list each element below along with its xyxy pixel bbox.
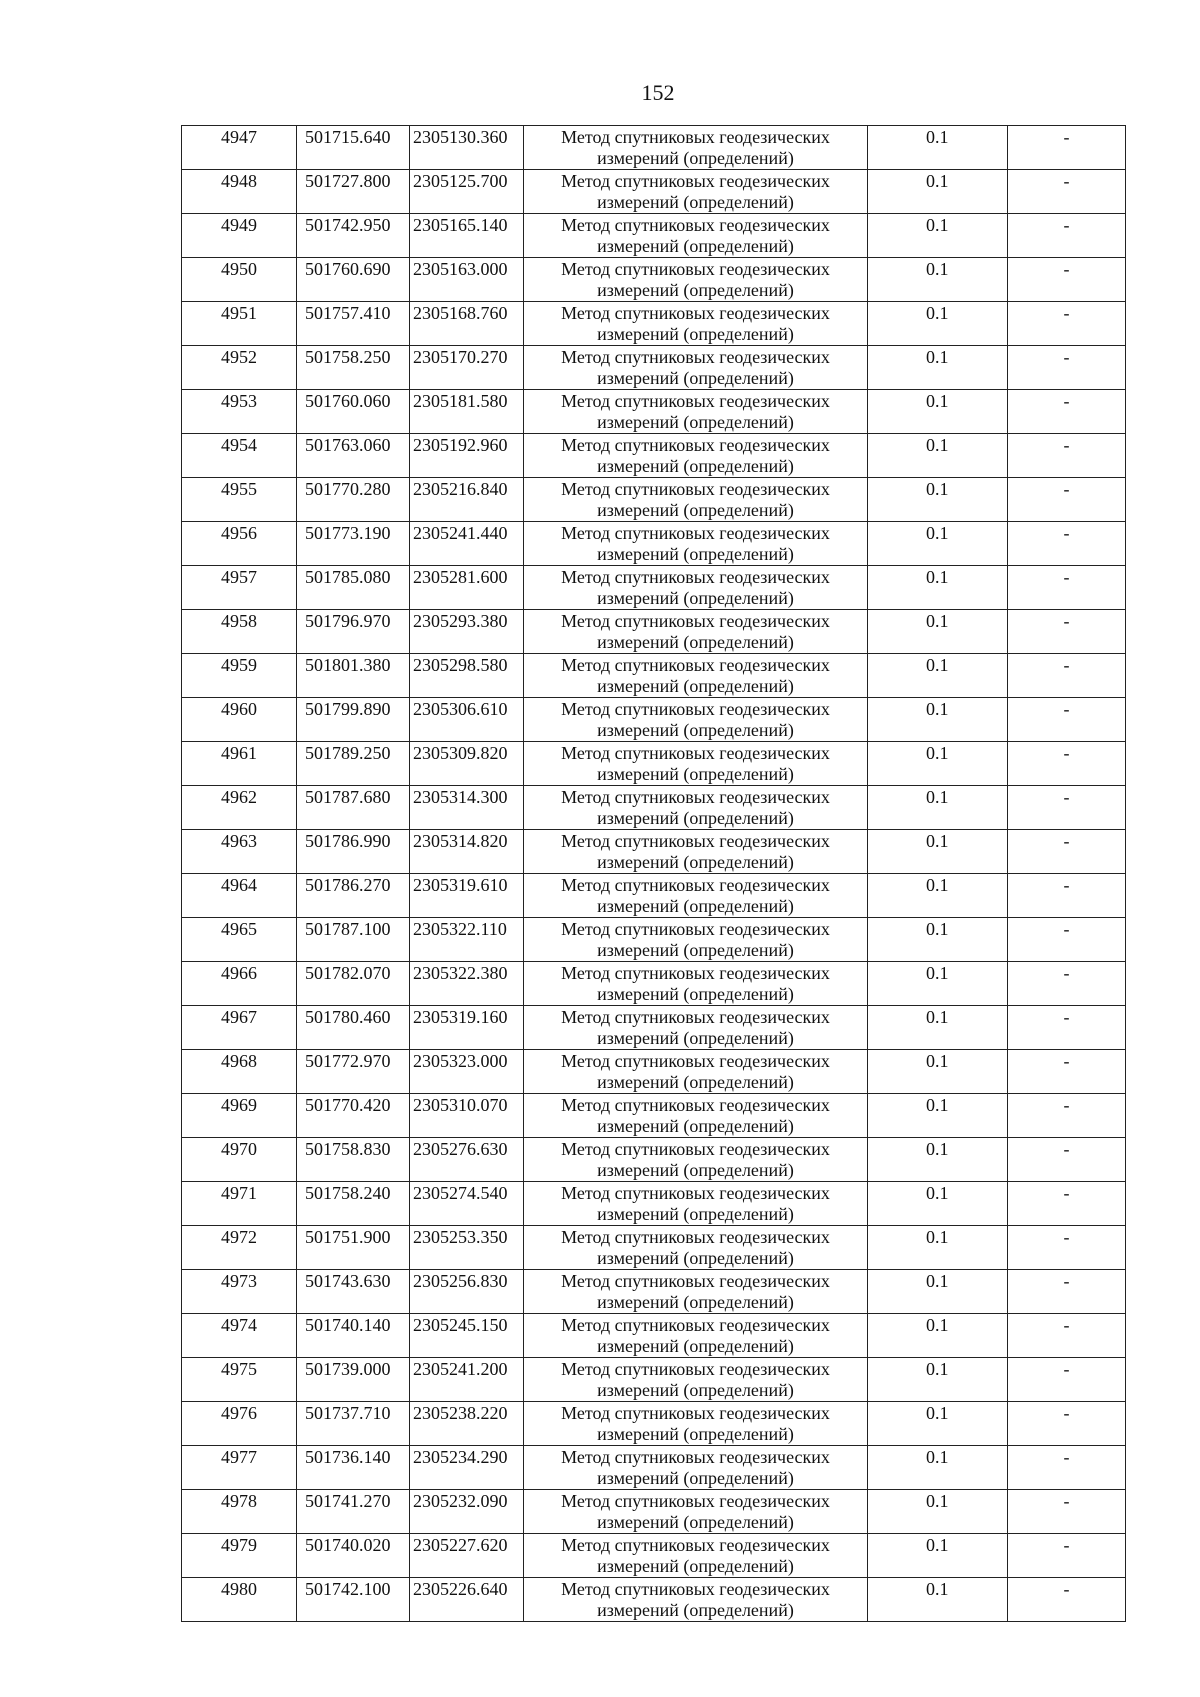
accuracy-cell: 0.1	[868, 1050, 1008, 1094]
y-coordinate-cell: 2305241.200	[410, 1358, 524, 1402]
x-coordinate-cell: 501785.080	[297, 566, 410, 610]
y-coordinate-cell: 2305226.640	[410, 1578, 524, 1622]
method-cell: Метод спутниковых геодезических измерений (определений)	[524, 170, 868, 214]
point-number-cell: 4977	[182, 1446, 297, 1490]
method-cell: Метод спутниковых геодезических измерений (определений)	[524, 1226, 868, 1270]
method-cell: Метод спутниковых геодезических измерений (определений)	[524, 918, 868, 962]
x-coordinate-cell: 501801.380	[297, 654, 410, 698]
point-number-cell: 4976	[182, 1402, 297, 1446]
method-cell: Метод спутниковых геодезических измерений (определений)	[524, 346, 868, 390]
x-coordinate-cell: 501782.070	[297, 962, 410, 1006]
method-cell: Метод спутниковых геодезических измерений (определений)	[524, 1314, 868, 1358]
method-cell: Метод спутниковых геодезических измерений (определений)	[524, 874, 868, 918]
accuracy-cell: 0.1	[868, 918, 1008, 962]
table-row	[182, 1050, 1126, 1094]
x-coordinate-cell: 501739.000	[297, 1358, 410, 1402]
method-cell: Метод спутниковых геодезических измерений (определений)	[524, 1402, 868, 1446]
x-coordinate-cell: 501787.680	[297, 786, 410, 830]
extra-cell: -	[1008, 214, 1126, 258]
x-coordinate-cell: 501742.950	[297, 214, 410, 258]
accuracy-cell: 0.1	[868, 1006, 1008, 1050]
method-cell: Метод спутниковых геодезических измерений (определений)	[524, 1182, 868, 1226]
accuracy-cell: 0.1	[868, 1490, 1008, 1534]
method-cell: Метод спутниковых геодезических измерений (определений)	[524, 654, 868, 698]
point-number-cell: 4959	[182, 654, 297, 698]
method-cell: Метод спутниковых геодезических измерений (определений)	[524, 1138, 868, 1182]
table-row	[182, 566, 1126, 610]
extra-cell: -	[1008, 478, 1126, 522]
extra-cell: -	[1008, 434, 1126, 478]
accuracy-cell: 0.1	[868, 566, 1008, 610]
method-cell: Метод спутниковых геодезических измерений (определений)	[524, 610, 868, 654]
x-coordinate-cell: 501770.280	[297, 478, 410, 522]
point-number-cell: 4947	[182, 126, 297, 170]
table-row	[182, 610, 1126, 654]
x-coordinate-cell: 501799.890	[297, 698, 410, 742]
x-coordinate-cell: 501743.630	[297, 1270, 410, 1314]
x-coordinate-cell: 501758.250	[297, 346, 410, 390]
extra-cell: -	[1008, 1358, 1126, 1402]
table-row	[182, 1138, 1126, 1182]
table-row	[182, 1182, 1126, 1226]
extra-cell: -	[1008, 874, 1126, 918]
accuracy-cell: 0.1	[868, 390, 1008, 434]
y-coordinate-cell: 2305314.300	[410, 786, 524, 830]
accuracy-cell: 0.1	[868, 786, 1008, 830]
method-cell: Метод спутниковых геодезических измерений (определений)	[524, 522, 868, 566]
x-coordinate-cell: 501763.060	[297, 434, 410, 478]
x-coordinate-cell: 501715.640	[297, 126, 410, 170]
extra-cell: -	[1008, 346, 1126, 390]
accuracy-cell: 0.1	[868, 1314, 1008, 1358]
point-number-cell: 4961	[182, 742, 297, 786]
y-coordinate-cell: 2305319.610	[410, 874, 524, 918]
table-row	[182, 1006, 1126, 1050]
y-coordinate-cell: 2305319.160	[410, 1006, 524, 1050]
extra-cell: -	[1008, 918, 1126, 962]
extra-cell: -	[1008, 1534, 1126, 1578]
method-cell: Метод спутниковых геодезических измерений (определений)	[524, 962, 868, 1006]
method-cell: Метод спутниковых геодезических измерений (определений)	[524, 1534, 868, 1578]
method-cell: Метод спутниковых геодезических измерений (определений)	[524, 214, 868, 258]
y-coordinate-cell: 2305274.540	[410, 1182, 524, 1226]
point-number-cell: 4975	[182, 1358, 297, 1402]
y-coordinate-cell: 2305163.000	[410, 258, 524, 302]
table-row	[182, 1094, 1126, 1138]
point-number-cell: 4958	[182, 610, 297, 654]
accuracy-cell: 0.1	[868, 1358, 1008, 1402]
x-coordinate-cell: 501789.250	[297, 742, 410, 786]
y-coordinate-cell: 2305192.960	[410, 434, 524, 478]
method-cell: Метод спутниковых геодезических измерений (определений)	[524, 1490, 868, 1534]
accuracy-cell: 0.1	[868, 1578, 1008, 1622]
accuracy-cell: 0.1	[868, 962, 1008, 1006]
table-body	[182, 126, 1126, 1622]
accuracy-cell: 0.1	[868, 1226, 1008, 1270]
accuracy-cell: 0.1	[868, 434, 1008, 478]
extra-cell: -	[1008, 302, 1126, 346]
coordinates-table	[181, 125, 1126, 1622]
x-coordinate-cell: 501760.690	[297, 258, 410, 302]
y-coordinate-cell: 2305253.350	[410, 1226, 524, 1270]
y-coordinate-cell: 2305216.840	[410, 478, 524, 522]
y-coordinate-cell: 2305241.440	[410, 522, 524, 566]
method-cell: Метод спутниковых геодезических измерений (определений)	[524, 302, 868, 346]
point-number-cell: 4973	[182, 1270, 297, 1314]
accuracy-cell: 0.1	[868, 830, 1008, 874]
table-row	[182, 1490, 1126, 1534]
y-coordinate-cell: 2305322.380	[410, 962, 524, 1006]
y-coordinate-cell: 2305181.580	[410, 390, 524, 434]
point-number-cell: 4965	[182, 918, 297, 962]
y-coordinate-cell: 2305256.830	[410, 1270, 524, 1314]
x-coordinate-cell: 501758.240	[297, 1182, 410, 1226]
x-coordinate-cell: 501770.420	[297, 1094, 410, 1138]
point-number-cell: 4968	[182, 1050, 297, 1094]
table-row	[182, 1226, 1126, 1270]
method-cell: Метод спутниковых геодезических измерений (определений)	[524, 1446, 868, 1490]
table-row	[182, 302, 1126, 346]
extra-cell: -	[1008, 1226, 1126, 1270]
x-coordinate-cell: 501780.460	[297, 1006, 410, 1050]
x-coordinate-cell: 501740.020	[297, 1534, 410, 1578]
method-cell: Метод спутниковых геодезических измерений (определений)	[524, 478, 868, 522]
accuracy-cell: 0.1	[868, 1446, 1008, 1490]
accuracy-cell: 0.1	[868, 874, 1008, 918]
point-number-cell: 4954	[182, 434, 297, 478]
point-number-cell: 4969	[182, 1094, 297, 1138]
table-row	[182, 1314, 1126, 1358]
x-coordinate-cell: 501786.270	[297, 874, 410, 918]
extra-cell: -	[1008, 1138, 1126, 1182]
table-row	[182, 346, 1126, 390]
table-row	[182, 390, 1126, 434]
method-cell: Метод спутниковых геодезических измерений (определений)	[524, 786, 868, 830]
extra-cell: -	[1008, 126, 1126, 170]
accuracy-cell: 0.1	[868, 1270, 1008, 1314]
table-row	[182, 434, 1126, 478]
accuracy-cell: 0.1	[868, 698, 1008, 742]
accuracy-cell: 0.1	[868, 302, 1008, 346]
x-coordinate-cell: 501742.100	[297, 1578, 410, 1622]
extra-cell: -	[1008, 258, 1126, 302]
accuracy-cell: 0.1	[868, 478, 1008, 522]
point-number-cell: 4957	[182, 566, 297, 610]
table-row	[182, 698, 1126, 742]
accuracy-cell: 0.1	[868, 522, 1008, 566]
y-coordinate-cell: 2305168.760	[410, 302, 524, 346]
x-coordinate-cell: 501796.970	[297, 610, 410, 654]
extra-cell: -	[1008, 170, 1126, 214]
y-coordinate-cell: 2305306.610	[410, 698, 524, 742]
extra-cell: -	[1008, 1314, 1126, 1358]
table-row	[182, 918, 1126, 962]
extra-cell: -	[1008, 830, 1126, 874]
point-number-cell: 4966	[182, 962, 297, 1006]
table-row	[182, 258, 1126, 302]
extra-cell: -	[1008, 698, 1126, 742]
accuracy-cell: 0.1	[868, 170, 1008, 214]
point-number-cell: 4980	[182, 1578, 297, 1622]
y-coordinate-cell: 2305298.580	[410, 654, 524, 698]
method-cell: Метод спутниковых геодезических измерений (определений)	[524, 1578, 868, 1622]
x-coordinate-cell: 501772.970	[297, 1050, 410, 1094]
y-coordinate-cell: 2305234.290	[410, 1446, 524, 1490]
x-coordinate-cell: 501786.990	[297, 830, 410, 874]
accuracy-cell: 0.1	[868, 1182, 1008, 1226]
y-coordinate-cell: 2305309.820	[410, 742, 524, 786]
point-number-cell: 4972	[182, 1226, 297, 1270]
point-number-cell: 4963	[182, 830, 297, 874]
extra-cell: -	[1008, 1182, 1126, 1226]
x-coordinate-cell: 501736.140	[297, 1446, 410, 1490]
point-number-cell: 4955	[182, 478, 297, 522]
page-number: 152	[641, 80, 675, 105]
method-cell: Метод спутниковых геодезических измерений (определений)	[524, 390, 868, 434]
extra-cell: -	[1008, 1446, 1126, 1490]
x-coordinate-cell: 501757.410	[297, 302, 410, 346]
x-coordinate-cell: 501773.190	[297, 522, 410, 566]
method-cell: Метод спутниковых геодезических измерений (определений)	[524, 1270, 868, 1314]
y-coordinate-cell: 2305232.090	[410, 1490, 524, 1534]
point-number-cell: 4962	[182, 786, 297, 830]
point-number-cell: 4979	[182, 1534, 297, 1578]
point-number-cell: 4949	[182, 214, 297, 258]
point-number-cell: 4967	[182, 1006, 297, 1050]
point-number-cell: 4948	[182, 170, 297, 214]
extra-cell: -	[1008, 566, 1126, 610]
y-coordinate-cell: 2305314.820	[410, 830, 524, 874]
method-cell: Метод спутниковых геодезических измерений (определений)	[524, 434, 868, 478]
extra-cell: -	[1008, 1006, 1126, 1050]
x-coordinate-cell: 501758.830	[297, 1138, 410, 1182]
accuracy-cell: 0.1	[868, 346, 1008, 390]
accuracy-cell: 0.1	[868, 214, 1008, 258]
accuracy-cell: 0.1	[868, 1402, 1008, 1446]
x-coordinate-cell: 501751.900	[297, 1226, 410, 1270]
point-number-cell: 4950	[182, 258, 297, 302]
y-coordinate-cell: 2305170.270	[410, 346, 524, 390]
table-row	[182, 1578, 1126, 1622]
accuracy-cell: 0.1	[868, 654, 1008, 698]
table-row	[182, 522, 1126, 566]
method-cell: Метод спутниковых геодезических измерений (определений)	[524, 566, 868, 610]
extra-cell: -	[1008, 786, 1126, 830]
method-cell: Метод спутниковых геодезических измерений (определений)	[524, 830, 868, 874]
extra-cell: -	[1008, 962, 1126, 1006]
point-number-cell: 4971	[182, 1182, 297, 1226]
point-number-cell: 4974	[182, 1314, 297, 1358]
extra-cell: -	[1008, 1490, 1126, 1534]
x-coordinate-cell: 501760.060	[297, 390, 410, 434]
point-number-cell: 4964	[182, 874, 297, 918]
x-coordinate-cell: 501727.800	[297, 170, 410, 214]
y-coordinate-cell: 2305165.140	[410, 214, 524, 258]
point-number-cell: 4960	[182, 698, 297, 742]
table-row	[182, 830, 1126, 874]
point-number-cell: 4951	[182, 302, 297, 346]
method-cell: Метод спутниковых геодезических измерений (определений)	[524, 1050, 868, 1094]
y-coordinate-cell: 2305322.110	[410, 918, 524, 962]
coordinates-table-wrapper	[181, 125, 1126, 1622]
extra-cell: -	[1008, 610, 1126, 654]
y-coordinate-cell: 2305130.360	[410, 126, 524, 170]
table-row	[182, 654, 1126, 698]
point-number-cell: 4956	[182, 522, 297, 566]
y-coordinate-cell: 2305281.600	[410, 566, 524, 610]
accuracy-cell: 0.1	[868, 258, 1008, 302]
method-cell: Метод спутниковых геодезических измерений (определений)	[524, 258, 868, 302]
table-row	[182, 1402, 1126, 1446]
table-row	[182, 742, 1126, 786]
y-coordinate-cell: 2305125.700	[410, 170, 524, 214]
extra-cell: -	[1008, 1270, 1126, 1314]
accuracy-cell: 0.1	[868, 742, 1008, 786]
extra-cell: -	[1008, 522, 1126, 566]
table-row	[182, 1446, 1126, 1490]
extra-cell: -	[1008, 1402, 1126, 1446]
method-cell: Метод спутниковых геодезических измерений (определений)	[524, 698, 868, 742]
extra-cell: -	[1008, 654, 1126, 698]
extra-cell: -	[1008, 390, 1126, 434]
y-coordinate-cell: 2305238.220	[410, 1402, 524, 1446]
method-cell: Метод спутниковых геодезических измерений (определений)	[524, 1094, 868, 1138]
table-row	[182, 1270, 1126, 1314]
table-row	[182, 478, 1126, 522]
table-row	[182, 786, 1126, 830]
point-number-cell: 4953	[182, 390, 297, 434]
y-coordinate-cell: 2305293.380	[410, 610, 524, 654]
extra-cell: -	[1008, 1050, 1126, 1094]
table-row	[182, 962, 1126, 1006]
extra-cell: -	[1008, 742, 1126, 786]
y-coordinate-cell: 2305276.630	[410, 1138, 524, 1182]
table-row	[182, 126, 1126, 170]
table-row	[182, 214, 1126, 258]
x-coordinate-cell: 501741.270	[297, 1490, 410, 1534]
table-row	[182, 170, 1126, 214]
method-cell: Метод спутниковых геодезических измерений (определений)	[524, 1006, 868, 1050]
y-coordinate-cell: 2305310.070	[410, 1094, 524, 1138]
method-cell: Метод спутниковых геодезических измерений (определений)	[524, 742, 868, 786]
accuracy-cell: 0.1	[868, 126, 1008, 170]
extra-cell: -	[1008, 1578, 1126, 1622]
table-row	[182, 1358, 1126, 1402]
point-number-cell: 4952	[182, 346, 297, 390]
extra-cell: -	[1008, 1094, 1126, 1138]
method-cell: Метод спутниковых геодезических измерений (определений)	[524, 126, 868, 170]
accuracy-cell: 0.1	[868, 1534, 1008, 1578]
y-coordinate-cell: 2305323.000	[410, 1050, 524, 1094]
point-number-cell: 4970	[182, 1138, 297, 1182]
accuracy-cell: 0.1	[868, 1094, 1008, 1138]
accuracy-cell: 0.1	[868, 610, 1008, 654]
method-cell: Метод спутниковых геодезических измерений (определений)	[524, 1358, 868, 1402]
point-number-cell: 4978	[182, 1490, 297, 1534]
x-coordinate-cell: 501737.710	[297, 1402, 410, 1446]
y-coordinate-cell: 2305245.150	[410, 1314, 524, 1358]
accuracy-cell: 0.1	[868, 1138, 1008, 1182]
table-row	[182, 1534, 1126, 1578]
x-coordinate-cell: 501740.140	[297, 1314, 410, 1358]
y-coordinate-cell: 2305227.620	[410, 1534, 524, 1578]
table-row	[182, 874, 1126, 918]
x-coordinate-cell: 501787.100	[297, 918, 410, 962]
